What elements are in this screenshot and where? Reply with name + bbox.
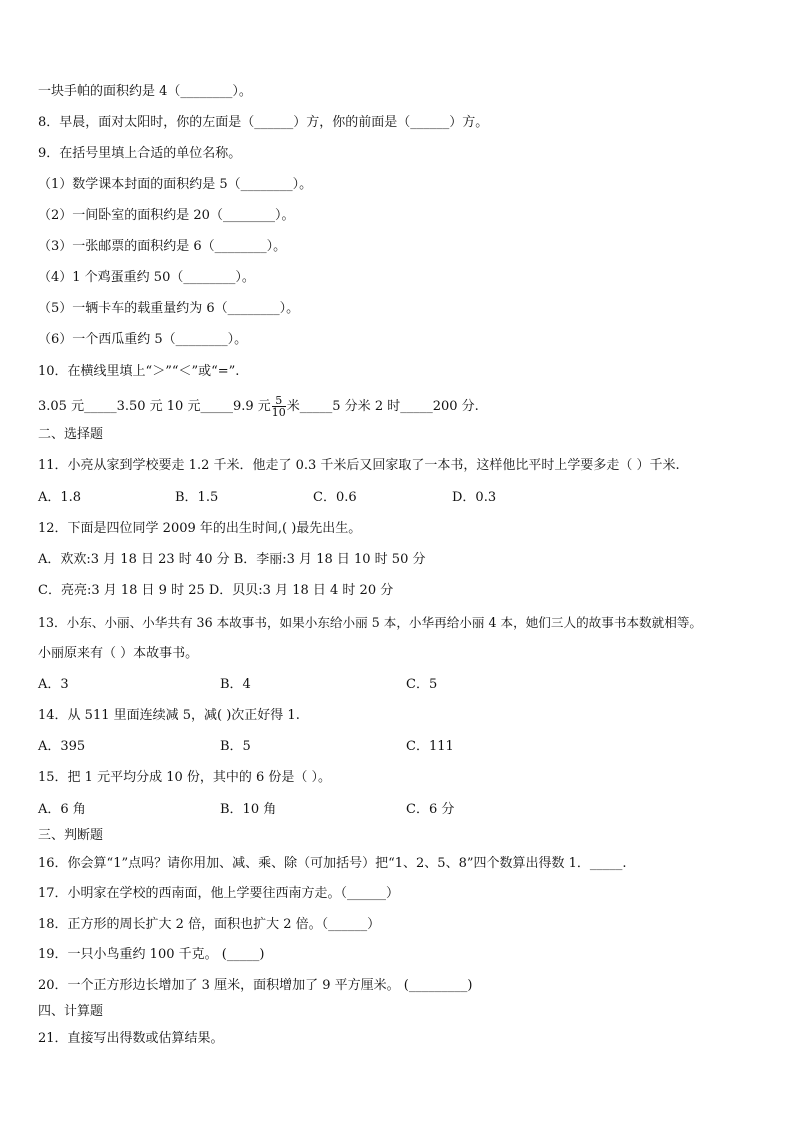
q12-options-ab[interactable]: A．欢欢:3 月 18 日 23 时 40 分 B．李丽:3 月 18 日 10 时 50 分 xyxy=(38,552,426,567)
fraction-denominator: 10 xyxy=(271,406,286,419)
question-9-5: （5）一辆卡车的载重量约为 6（________）。 xyxy=(38,301,300,316)
question-13: 13．小东、小丽、小华共有 36 本故事书，如果小东给小丽 5 本，小华再给小丽 4 本，她们三人的故事书本数就相等。 xyxy=(38,615,703,630)
section-2-title: 二、选择题 xyxy=(38,427,104,442)
question-14: 14．从 511 里面连续减 5，减( )次正好得 1. xyxy=(38,708,300,723)
q11-option-d[interactable]: D．0.3 xyxy=(452,490,497,505)
question-15: 15．把 1 元平均分成 10 份，其中的 6 份是（ ）。 xyxy=(38,770,332,785)
question-16: 16．你会算“1”点吗？请你用加、减、乘、除（可加括号）把“1、2、5、8”四个数算出得数 1．_____. xyxy=(38,856,627,871)
question-9-1: （1）数学课本封面的面积约是 5（________）。 xyxy=(38,177,313,192)
question-21: 21．直接写出得数或估算结果。 xyxy=(38,1031,224,1046)
q15-option-b[interactable]: B．10 角 xyxy=(220,802,277,817)
q15-option-c[interactable]: C．6 分 xyxy=(406,802,455,817)
question-10: 10．在横线里填上“＞”“＜”或“=”. xyxy=(38,364,240,379)
question-18: 18．正方形的周长扩大 2 倍，面积也扩大 2 倍。（______） xyxy=(38,917,381,932)
section-3-title: 三、判断题 xyxy=(38,828,104,843)
q11-option-a[interactable]: A．1.8 xyxy=(38,490,82,505)
question-13-cont: 小丽原来有（ ）本故事书。 xyxy=(38,646,199,661)
q11-option-c[interactable]: C．0.6 xyxy=(313,490,357,505)
question-9-2: （2）一间卧室的面积约是 20（________）。 xyxy=(38,208,295,223)
q10-part-a: 3.05 元_____3.50 元 10 元_____9.9 元 xyxy=(38,399,271,414)
question-9-4: （4）1 个鸡蛋重约 50（________）。 xyxy=(38,270,255,285)
question-11: 11．小亮从家到学校要走 1.2 千米．他走了 0.3 千米后又回家取了一本书，这样他比平时上学要多走（ ）千米. xyxy=(38,458,680,473)
q13-option-a[interactable]: A．3 xyxy=(38,677,69,692)
question-9-3: （3）一张邮票的面积约是 6（________）。 xyxy=(38,239,287,254)
q14-option-c[interactable]: C．111 xyxy=(406,739,454,754)
question-8: 8．早晨，面对太阳时，你的左面是（______）方，你的前面是（______）方。 xyxy=(38,115,489,130)
q13-option-c[interactable]: C．5 xyxy=(406,677,438,692)
line-handkerchief: 一块手帕的面积约是 4（________）。 xyxy=(38,84,252,99)
q14-option-b[interactable]: B．5 xyxy=(220,739,251,754)
question-12: 12．下面是四位同学 2009 年的出生时间,( )最先出生。 xyxy=(38,521,362,536)
q15-option-a[interactable]: A．6 角 xyxy=(38,802,86,817)
question-20: 20．一个正方形边长增加了 3 厘米，面积增加了 9 平方厘米。 (_________) xyxy=(38,978,473,993)
q13-option-b[interactable]: B．4 xyxy=(220,677,251,692)
q14-option-a[interactable]: A．395 xyxy=(38,739,86,754)
q11-option-b[interactable]: B．1.5 xyxy=(175,490,219,505)
question-19: 19．一只小鸟重约 100 千克。 (_____) xyxy=(38,947,265,962)
question-10-items xyxy=(38,394,479,420)
fraction xyxy=(272,395,286,418)
question-17: 17．小明家在学校的西南面，他上学要往西南方走。（______） xyxy=(38,886,400,901)
section-4-title: 四、计算题 xyxy=(38,1004,104,1019)
fraction-numerator: 5 xyxy=(272,395,286,407)
question-9-6: （6）一个西瓜重约 5（________）。 xyxy=(38,332,248,347)
q12-options-cd[interactable]: C．亮亮:3 月 18 日 9 时 25 D．贝贝:3 月 18 日 4 时 20 分 xyxy=(38,583,394,598)
q10-part-b: 米_____5 分米 2 时_____200 分. xyxy=(286,399,479,414)
question-9: 9．在括号里填上合适的单位名称。 xyxy=(38,146,242,161)
